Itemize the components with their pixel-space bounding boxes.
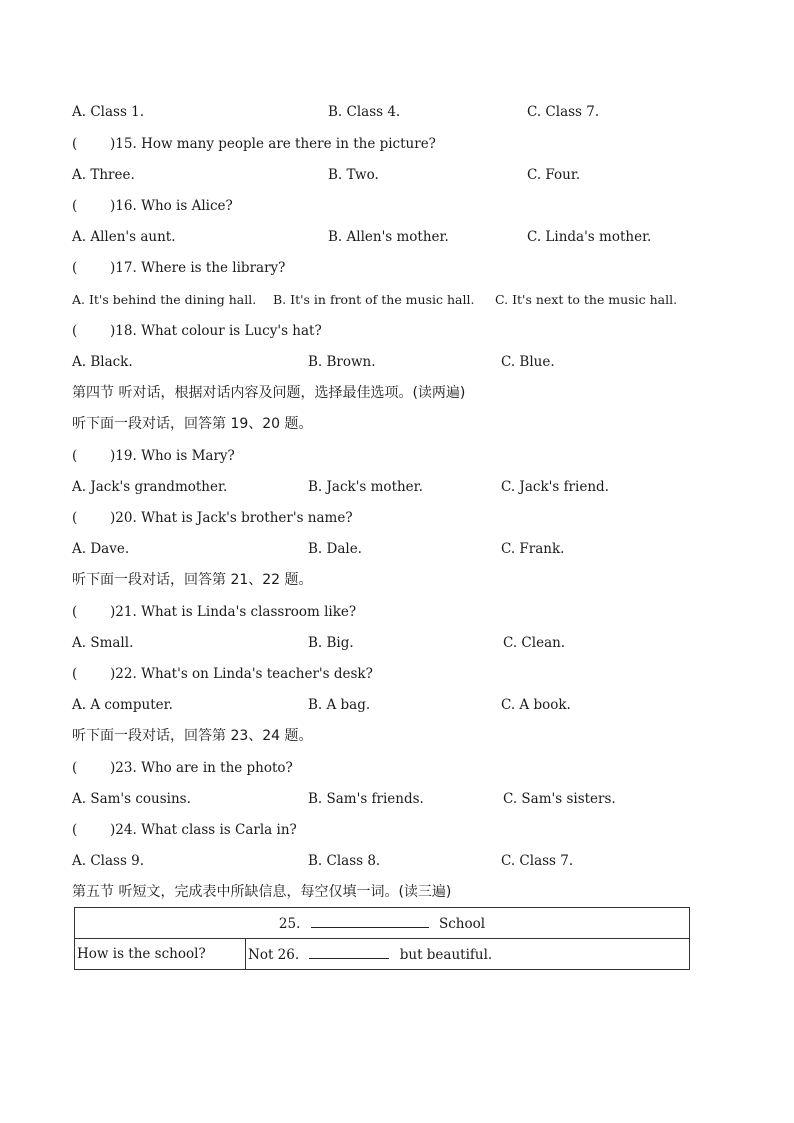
- question-16: ( )16. Who is Alice?: [72, 198, 233, 214]
- q19-option-a: A. Jack's grandmother.: [72, 479, 228, 495]
- q24-option-b: B. Class 8.: [308, 853, 381, 869]
- q15-option-b: B. Two.: [328, 167, 379, 183]
- q24-option-a: A. Class 9.: [72, 853, 145, 869]
- q24-option-c: C. Class 7.: [501, 853, 574, 869]
- q20-option-b: B. Dale.: [308, 541, 362, 557]
- table-header-cell: 25. School: [75, 908, 690, 939]
- table-row: [75, 908, 690, 939]
- table-cell-label: How is the school?: [75, 939, 246, 970]
- answer-blank[interactable]: (: [72, 198, 78, 214]
- q15-option-c: C. Four.: [527, 167, 581, 183]
- q18-option-b: B. Brown.: [308, 354, 376, 370]
- answer-blank[interactable]: (: [72, 822, 78, 838]
- q22-option-c: C. A book.: [501, 697, 571, 713]
- answer-blank[interactable]: (: [72, 604, 78, 620]
- q16-option-a: A. Allen's aunt.: [72, 229, 176, 245]
- answer-blank[interactable]: (: [72, 323, 78, 339]
- q17-option-b: B. It's in front of the music hall.: [273, 292, 475, 307]
- dialog-instruction-23-24: 听下面一段对话，回答第 23、24 题。: [72, 728, 313, 744]
- q14-option-b: B. Class 4.: [328, 104, 401, 120]
- answer-table: [74, 907, 690, 970]
- question-17: ( )17. Where is the library?: [72, 260, 286, 276]
- question-19: ( )19. Who is Mary?: [72, 448, 235, 464]
- q17-option-c: C. It's next to the music hall.: [495, 292, 678, 307]
- answer-blank[interactable]: (: [72, 448, 78, 464]
- answer-blank[interactable]: (: [72, 260, 78, 276]
- question-22: ( )22. What's on Linda's teacher's desk?: [72, 666, 373, 682]
- question-23: ( )23. Who are in the photo?: [72, 760, 293, 776]
- q14-option-c: C. Class 7.: [527, 104, 600, 120]
- section-5-title: 第五节 听短文，完成表中所缺信息，每空仅填一词。(读三遍): [72, 884, 452, 900]
- q20-option-c: C. Frank.: [501, 541, 565, 557]
- answer-blank[interactable]: (: [72, 510, 78, 526]
- q22-option-a: A. A computer.: [72, 697, 173, 713]
- question-21: ( )21. What is Linda's classroom like?: [72, 604, 357, 620]
- question-18: ( )18. What colour is Lucy's hat?: [72, 323, 322, 339]
- question-15: ( )15. How many people are there in the picture?: [72, 136, 436, 152]
- table-cell-value: Not 26. but beautiful.: [246, 939, 690, 970]
- q19-option-b: B. Jack's mother.: [308, 479, 423, 495]
- blank-25[interactable]: [311, 915, 429, 928]
- q14-option-a: A. Class 1.: [72, 104, 145, 120]
- q23-option-b: B. Sam's friends.: [308, 791, 424, 807]
- table-row: [75, 939, 690, 970]
- q23-option-a: A. Sam's cousins.: [72, 791, 191, 807]
- q20-option-a: A. Dave.: [72, 541, 130, 557]
- question-24: ( )24. What class is Carla in?: [72, 822, 297, 838]
- q17-option-a: A. It's behind the dining hall.: [72, 292, 257, 307]
- q21-option-c: C. Clean.: [503, 635, 566, 651]
- q18-option-a: A. Black.: [72, 354, 133, 370]
- q22-option-b: B. A bag.: [308, 697, 371, 713]
- q15-option-a: A. Three.: [72, 167, 135, 183]
- q16-option-b: B. Allen's mother.: [328, 229, 449, 245]
- q23-option-c: C. Sam's sisters.: [503, 791, 616, 807]
- answer-blank[interactable]: (: [72, 666, 78, 682]
- q21-option-b: B. Big.: [308, 635, 354, 651]
- q18-option-c: C. Blue.: [501, 354, 555, 370]
- question-20: ( )20. What is Jack's brother's name?: [72, 510, 353, 526]
- dialog-instruction-19-20: 听下面一段对话，回答第 19、20 题。: [72, 416, 313, 432]
- answer-blank[interactable]: (: [72, 760, 78, 776]
- q21-option-a: A. Small.: [72, 635, 134, 651]
- dialog-instruction-21-22: 听下面一段对话，回答第 21、22 题。: [72, 572, 313, 588]
- blank-26[interactable]: [309, 946, 389, 959]
- section-4-title: 第四节 听对话，根据对话内容及问题，选择最佳选项。(读两遍): [72, 385, 466, 401]
- answer-blank[interactable]: (: [72, 136, 78, 152]
- q16-option-c: C. Linda's mother.: [527, 229, 652, 245]
- q19-option-c: C. Jack's friend.: [501, 479, 609, 495]
